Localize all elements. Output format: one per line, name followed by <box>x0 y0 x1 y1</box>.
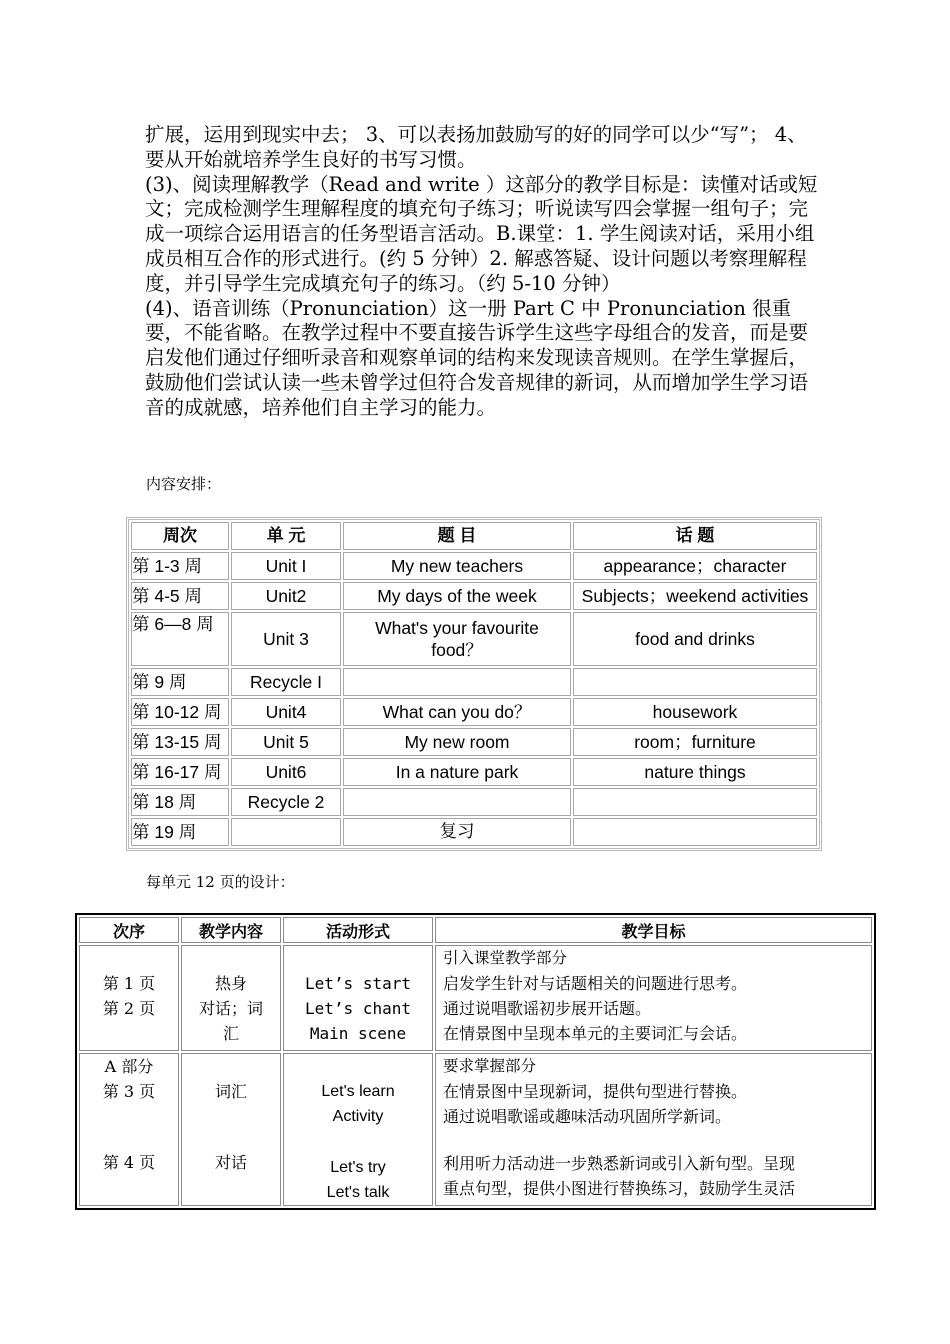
title-cell <box>343 788 571 816</box>
paragraph-writing-tips: 扩展，运用到现实中去； 3、可以表扬加鼓励写的好的同学可以少“写”； 4、要从开始就培养学生良好的书写习惯。 <box>145 123 807 171</box>
goal-line: 利用听力活动进一步熟悉新词或引入新句型。呈现 <box>443 1154 796 1173</box>
design-header-row <box>79 917 872 943</box>
content-line: 词汇 <box>214 1082 247 1101</box>
title-cell: My new teachers <box>343 552 571 580</box>
week-cell: 第 9 周 <box>131 668 229 696</box>
goal-line: 通过说唱歌谣或趣味活动巩固所学新词。 <box>443 1107 732 1126</box>
week-cell: 第 1-3 周 <box>131 552 229 580</box>
topic-cell <box>573 668 817 696</box>
table-row <box>131 698 817 726</box>
schedule-label: 内容安排： <box>146 475 222 493</box>
unit-cell: Unit6 <box>231 758 341 786</box>
content-cell <box>181 945 281 1051</box>
unit-cell: Unit 5 <box>231 728 341 756</box>
activity-line: Let’s start <box>305 974 411 993</box>
header-order: 次序 <box>79 917 179 943</box>
activity-cell <box>283 1053 433 1206</box>
activity-line: Let’s chant <box>305 999 411 1018</box>
table-row <box>131 728 817 756</box>
table-row <box>131 582 817 610</box>
schedule-header-row <box>131 522 817 550</box>
week-cell: 第 4-5 周 <box>131 582 229 610</box>
goal-cell <box>435 945 872 1051</box>
unit-cell: Unit I <box>231 552 341 580</box>
order-line: 第 1 页 <box>102 974 156 993</box>
content-line: 对话 <box>214 1153 247 1172</box>
activity-line: Activity <box>332 1108 384 1125</box>
goal-line: 在情景图中呈现本单元的主要词汇与会话。 <box>443 1024 748 1043</box>
table-row <box>131 818 817 846</box>
title-cell: What can you do？ <box>343 698 571 726</box>
design-label: 每单元 12 页的设计： <box>146 873 295 891</box>
goal-cell <box>435 1053 872 1206</box>
order-line: 第 3 页 <box>102 1082 156 1101</box>
topic-cell: room；furniture <box>573 728 817 756</box>
content-line: 对话；词 <box>198 999 263 1018</box>
table-row <box>131 612 817 666</box>
table-row <box>79 945 872 1051</box>
table-row <box>131 668 817 696</box>
table-row <box>79 1053 872 1206</box>
order-line: 第 2 页 <box>102 999 156 1018</box>
title-cell: 复习 <box>343 818 571 846</box>
title-cell: My new room <box>343 728 571 756</box>
order-line: A 部分 <box>104 1057 154 1076</box>
unit-cell: Unit2 <box>231 582 341 610</box>
table-row <box>131 788 817 816</box>
body-paragraphs <box>145 123 825 421</box>
goal-line: 通过说唱歌谣初步展开话题。 <box>443 999 652 1018</box>
topic-cell: food and drinks <box>573 612 817 666</box>
goal-line: 重点句型，提供小图进行替换练习，鼓励学生灵活 <box>443 1179 796 1198</box>
header-week: 周次 <box>131 522 229 550</box>
topic-cell: appearance；character <box>573 552 817 580</box>
paragraph-pronunciation: (4)、语音训练（Pronunciation）这一册 Part C 中 Pronunciation 很重要，不能省略。在教学过程中不要直接告诉学生这些字母组合的发音，而是要启发他们通过仔细听录音和观察单词的结构来发现读音规则。在学生掌握后，鼓励他们尝试认读一些未曾学过但符合发音规律的新词，从而增加学生学习语音的成就感，培养他们自主学习的能力。 <box>145 296 809 419</box>
topic-cell: housework <box>573 698 817 726</box>
content-line: 热身 <box>214 974 247 993</box>
unit-cell: Unit4 <box>231 698 341 726</box>
week-cell: 第 13-15 周 <box>131 728 229 756</box>
goal-heading: 要求掌握部分 <box>443 1057 537 1075</box>
goal-heading: 引入课堂教学部分 <box>443 949 568 967</box>
goal-line: 在情景图中呈现新词，提供句型进行替换。 <box>443 1082 748 1101</box>
table-row <box>131 758 817 786</box>
week-cell: 第 16-17 周 <box>131 758 229 786</box>
topic-cell: nature things <box>573 758 817 786</box>
week-cell: 第 18 周 <box>131 788 229 816</box>
week-cell: 第 6—8 周 <box>131 612 229 666</box>
week-cell: 第 19 周 <box>131 818 229 846</box>
unit-cell: Recycle 2 <box>231 788 341 816</box>
topic-cell <box>573 818 817 846</box>
title-cell: In a nature park <box>343 758 571 786</box>
title-cell: My days of the week <box>343 582 571 610</box>
title-cell <box>343 668 571 696</box>
header-topic: 话 题 <box>573 522 817 550</box>
header-goal: 教学目标 <box>435 917 872 943</box>
schedule-table <box>126 517 822 851</box>
header-activity: 活动形式 <box>283 917 433 943</box>
activity-line: Let's try <box>330 1159 386 1176</box>
unit-cell <box>231 818 341 846</box>
goal-line: 启发学生针对与话题相关的问题进行思考。 <box>443 974 748 993</box>
paragraph-read-and-write: (3)、阅读理解教学（Read and write ）这部分的教学目标是：读懂对话或短文；完成检测学生理解程度的填充句子练习；听说读写四会掌握一组句子；完成一项综合运用语言的任务型语言活动。B.课堂：1. 学生阅读对话，采用小组成员相互合作的形式进行。(约 5 分钟）2. 解惑答疑、设计问题以考察理解程度，并引导学生完成填充句子的练习。（约 5-10 分钟） <box>145 172 818 295</box>
activity-cell <box>283 945 433 1051</box>
unit-cell: Recycle I <box>231 668 341 696</box>
activity-line: Let's learn <box>321 1083 395 1100</box>
unit-cell: Unit 3 <box>231 612 341 666</box>
content-cell <box>181 1053 281 1206</box>
table-row <box>131 552 817 580</box>
activity-line: Main scene <box>309 1024 407 1043</box>
header-title: 题 目 <box>343 522 571 550</box>
order-line: 第 4 页 <box>102 1153 156 1172</box>
topic-cell: Subjects；weekend activities <box>573 582 817 610</box>
header-unit: 单 元 <box>231 522 341 550</box>
activity-line: Let's talk <box>326 1184 390 1201</box>
topic-cell <box>573 788 817 816</box>
content-line: 汇 <box>222 1024 239 1043</box>
order-cell <box>79 1053 179 1206</box>
design-table <box>75 913 876 1210</box>
order-cell <box>79 945 179 1051</box>
week-cell: 第 10-12 周 <box>131 698 229 726</box>
title-cell: What's your favourite food？ <box>343 612 571 666</box>
header-content: 教学内容 <box>181 917 281 943</box>
